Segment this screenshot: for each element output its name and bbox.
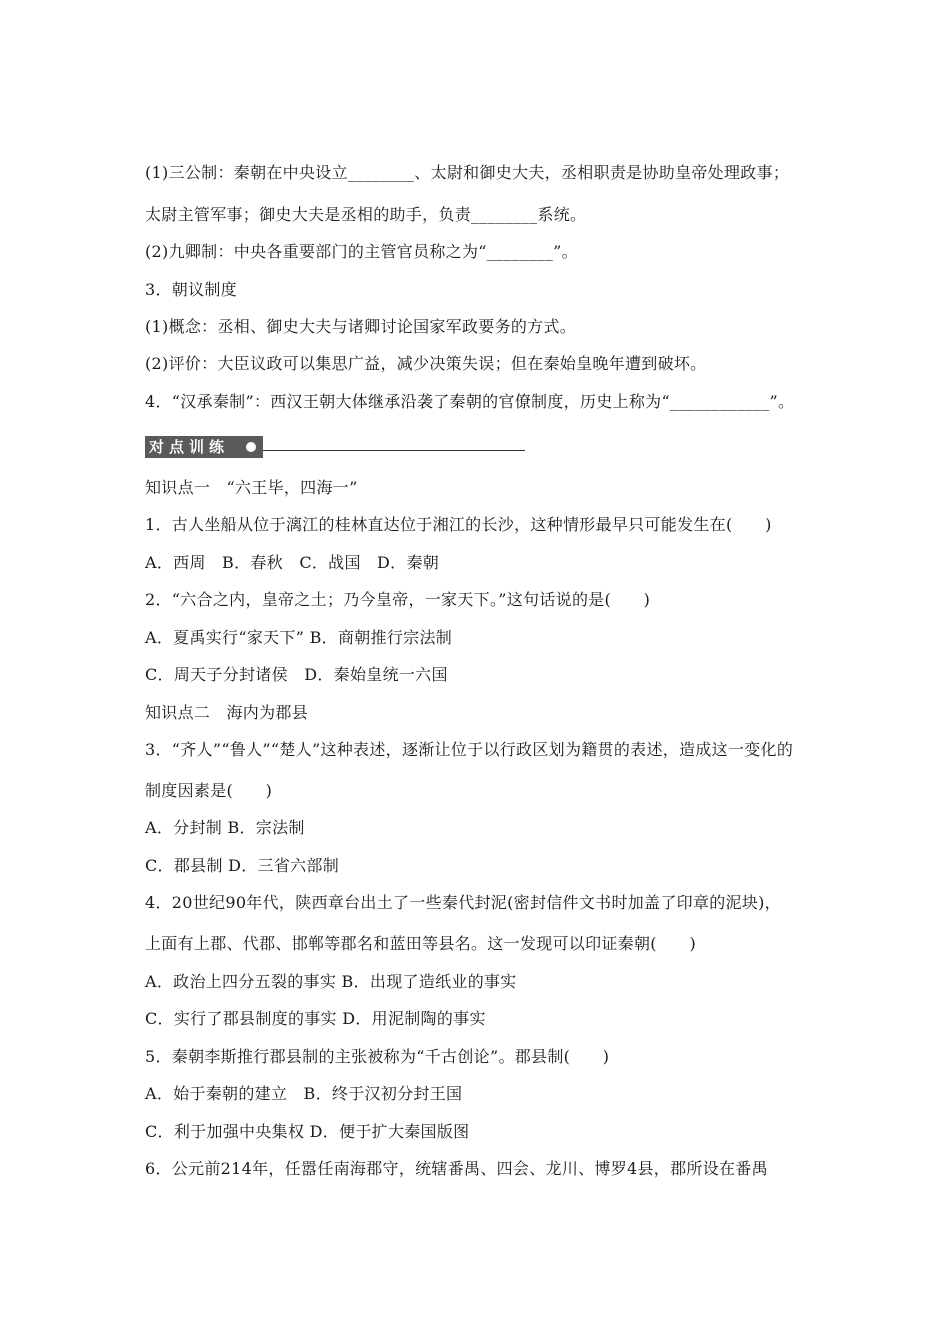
- text-line-evaluation: (2)评价：大臣议政可以集思广益，减少决策失误；但在秦始皇晚年遭到破坏。: [145, 354, 707, 373]
- knowledge-point-1: 知识点一 “六王毕，四海一”: [145, 478, 358, 497]
- question-3-options-ab: A．分封制 B．宗法制: [145, 818, 305, 837]
- question-3-cont: 制度因素是( ): [145, 781, 273, 800]
- question-2: 2．“六合之内，皇帝之土；乃今皇帝，一家天下。”这句话说的是( ): [145, 590, 651, 609]
- text-line-three-ministers-cont: 太尉主管军事；御史大夫是丞相的助手，负责________系统。: [145, 205, 587, 224]
- question-4-options-ab: A．政治上四分五裂的事实 B．出现了造纸业的事实: [145, 972, 517, 991]
- question-1-options: A．西周 B．春秋 C．战国 D．秦朝: [145, 553, 440, 572]
- question-5-options-cd: C．利于加强中央集权 D．便于扩大秦国版图: [145, 1122, 470, 1141]
- bullet-dot-icon: [246, 442, 256, 452]
- question-4-cont: 上面有上郡、代郡、邯郸等郡名和蓝田等县名。这一发现可以印证秦朝( ): [145, 934, 696, 953]
- section-title: 对点训练: [149, 438, 230, 456]
- question-2-options-cd: C．周天子分封诸侯 D．秦始皇统一六国: [145, 665, 448, 684]
- text-line-nine-ministers: (2)九卿制：中央各重要部门的主管官员称之为“________”。: [145, 242, 578, 261]
- question-4-options-cd: C．实行了郡县制度的事实 D．用泥制陶的事实: [145, 1009, 486, 1028]
- question-5-options-ab: A．始于秦朝的建立 B．终于汉初分封王国: [145, 1084, 463, 1103]
- knowledge-point-2: 知识点二 海内为郡县: [145, 703, 309, 722]
- text-line-concept: (1)概念：丞相、御史大夫与诸卿讨论国家军政要务的方式。: [145, 317, 577, 336]
- section-banner: [145, 434, 525, 462]
- question-5: 5．秦朝李斯推行郡县制的主张被称为“千古创论”。郡县制( ): [145, 1047, 610, 1066]
- section-divider: [263, 450, 525, 451]
- text-line-han-system: 4．“汉承秦制”：西汉王朝大体继承沿袭了秦朝的官僚制度，历史上称为“____________”。: [145, 392, 795, 411]
- heading-court-discussion: 3．朝议制度: [145, 280, 237, 299]
- section-banner-box: [145, 436, 263, 458]
- question-1: 1．古人坐船从位于漓江的桂林直达位于湘江的长沙，这种情形最早只可能发生在( ): [145, 515, 772, 534]
- text-line-three-ministers: (1)三公制：秦朝在中央设立________、太尉和御史大夫，丞相职责是协助皇帝处理政事；: [145, 163, 790, 182]
- question-6: 6．公元前214年，任嚣任南海郡守，统辖番禺、四会、龙川、博罗4县，郡所设在番禺: [145, 1159, 768, 1178]
- question-3: 3．“齐人”“鲁人”“楚人”这种表述，逐渐让位于以行政区划为籍贯的表述，造成这一变化的: [145, 740, 794, 759]
- question-4: 4．20世纪90年代，陕西章台出土了一些秦代封泥(密封信件文书时加盖了印章的泥块)，: [145, 893, 781, 912]
- question-3-options-cd: C．郡县制 D．三省六部制: [145, 856, 340, 875]
- question-2-options-ab: A．夏禹实行“家天下” B．商朝推行宗法制: [145, 628, 453, 647]
